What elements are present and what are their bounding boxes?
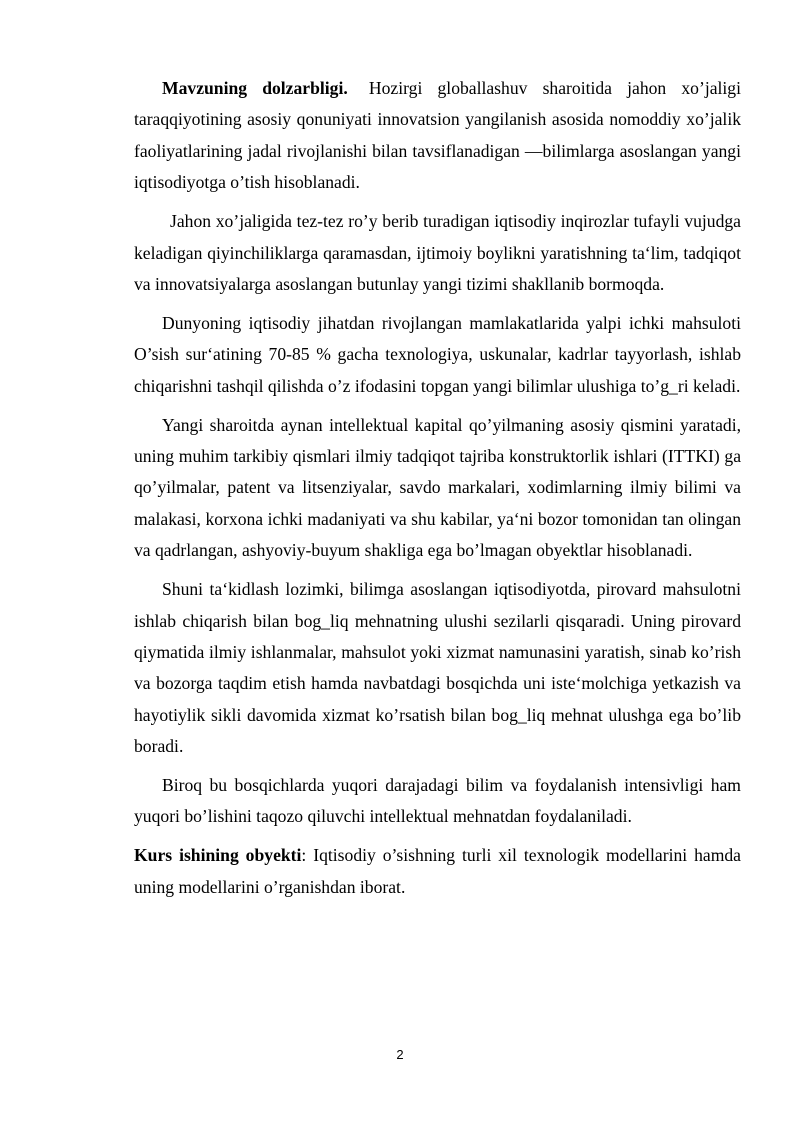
paragraph-knowledge-economy — [134, 574, 741, 762]
paragraph-developed-countries — [134, 308, 741, 402]
paragraph-intellectual-labor — [134, 770, 741, 833]
page-number: 2 — [396, 1047, 404, 1062]
paragraph-text: Shuni ta‘kidlash lozimki, bilimga asoslangan iqtisodiyotda, pirovard mahsulotni ishlab chiqarish bilan bog_liq mehnatning ulushi sezilarli qisqaradi. Uning pirovard qiymatida ilmiy ishlanmalar, mahsulot yoki xizmat namunasini yaratish, sinab ko’rish va bozorga taqdim etish hamda navbatdagi bosqichda uni iste‘molchiga yetkazish va hayotiylik sikli davomida xizmat ko’rsatish bilan bog_liq mehnat ulushga ega bo’lib boradi. — [134, 579, 741, 757]
paragraph-text: Hozirgi globallashuv sharoitida jahon xo’jaligi taraqqiyotining asosiy qonuniyati innovatsion yangilanish asosida nomoddiy xo’jalik faoliyatlarining jadal rivojlanishi bilan tavsiflanadigan —bilimlarga asoslangan yangi iqtisodiyotga o’tish hisoblanadi. — [134, 78, 741, 193]
paragraph-text: Biroq bu bosqichlarda yuqori darajadagi bilim va foydalanish intensivligi ham yuqori bo’lishini taqozo qiluvchi intellektual mehnatdan foydalaniladi. — [134, 775, 741, 827]
paragraph-text: Yangi sharoitda aynan intellektual kapital qo’yilmaning asosiy qismini yaratadi, uning muhim tarkibiy qismlari ilmiy tadqiqot tajriba konstruktorlik ishlari (ITTKI) ga qo’yilmalar, patent va litsenziyalar, savdo markalari, xodimlarning ilmiy bilimi va malakasi, korxona ichki madaniyati va shu kabilar, ya‘ni bozor tomonidan tan olingan va qadrlangan, ashyoviy-buyum shakliga ega bo’lmagan obyektlar hisoblanadi. — [134, 414, 741, 561]
paragraph-text: Jahon xo’jaligida tez-tez ro’y berib turadigan iqtisodiy inqirozlar tufayli vujudga keladigan qiyinchiliklarga qaramasdan, ijtimoiy boylikni yaratishning ta‘lim, tadqiqot va innovatsiyalarga asoslangan butunlay yangi tizimi shakllanib bormoqda. — [134, 211, 741, 294]
paragraph-relevance — [134, 73, 741, 199]
paragraph-text: Dunyoning iqtisodiy jihatdan rivojlangan mamlakatlarida yalpi ichki mahsuloti O’sish sur‘atining 70-85 % gacha texnologiya, uskunalar, kadrlar tayyorlash, ishlab chiqarishni tashqil qilishda o’z ifodasini topgan yangi bilimlar ulushiga to’g_ri keladi. — [134, 312, 741, 396]
paragraph-text: : Iqtisodiy o’sishning turli xil texnologik modellarini hamda uning modellarini o’rganishdan iborat. — [134, 845, 741, 897]
paragraph-course-object — [134, 840, 741, 903]
paragraph-intellectual-capital — [134, 410, 741, 567]
section-heading-course-object: Kurs ishining obyekti — [134, 845, 302, 866]
document-page — [134, 73, 741, 911]
paragraph-world-economy — [134, 206, 741, 300]
section-heading-relevance: Mavzuning dolzarbligi. — [162, 78, 348, 98]
